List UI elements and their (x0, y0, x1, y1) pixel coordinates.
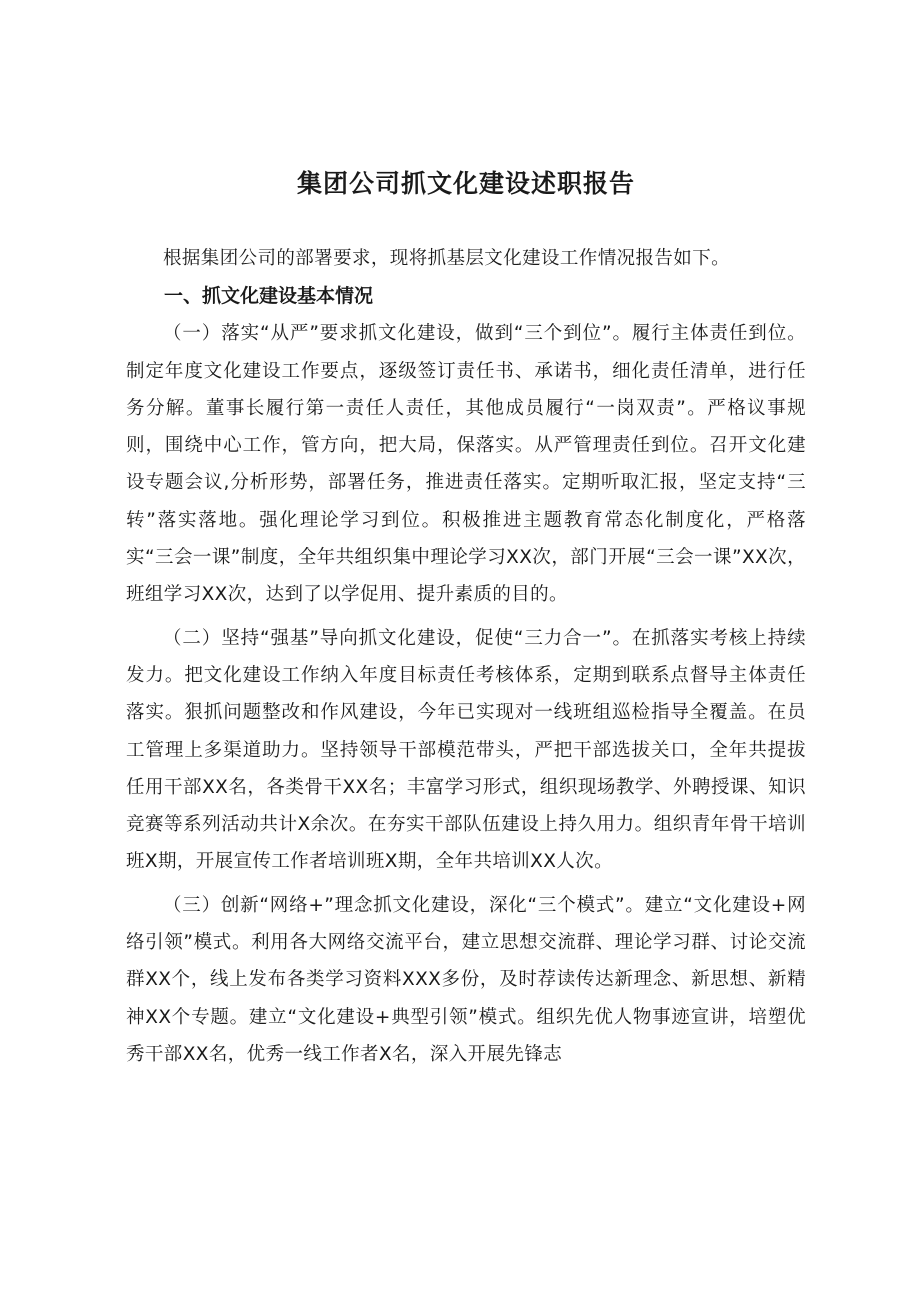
body-paragraph-3: （三）创新“网络+”理念抓文化建设，深化“三个模式”。建立“文化建设+网络引领”模式。利用各大网络交流平台，建立思想交流群、理论学习群、讨论交流群XX个，线上发布各类学习资料XXX多份，及时荐读传达新理念、新思想、新精神XX个专题。建立“文化建设+典型引领”模式。组织先优人物事迹宣讲，培塑优秀干部XX名，优秀一线工作者X名，深入开展先锋志 (126, 894, 806, 1065)
body-paragraph-1: （一）落实“从严”要求抓文化建设，做到“三个到位”。履行主体责任到位。制定年度文化建设工作要点，逐级签订责任书、承诺书，细化责任清单，进行任务分解。董事长履行第一责任人责任，其他成员履行“一岗双责”。严格议事规则，围绕中心工作，管方向，把大局，保落实。从严管理责任到位。召开文化建设专题会议,分析形势，部署任务，推进责任落实。定期听取汇报，坚定支持“三转”落实落地。强化理论学习到位。积极推进主题教育常态化制度化，严格落实“三会一课”制度，全年共组织集中理论学习XX次，部门开展“三会一课”XX次，班组学习XX次，达到了以学促用、提升素质的目的。 (126, 323, 806, 606)
section-heading: 一、抓文化建设基本情况 (164, 285, 374, 308)
document-title: 集团公司抓文化建设述职报告 (296, 169, 635, 198)
document-page (126, 164, 806, 1073)
body-paragraph-2: （二）坚持“强基”导向抓文化建设，促使“三力合一”。在抓落实考核上持续发力。把文化建设工作纳入年度目标责任考核体系，定期到联系点督导主体责任落实。狠抓问题整改和作风建设，今年已实现对一线班组巡检指导全覆盖。在员工管理上多渠道助力。坚持领导干部模范带头，严把干部选拔关口，全年共提拔任用干部XX名，各类骨干XX名；丰富学习形式，组织现场教学、外聘授课、知识竞赛等系列活动共计X余次。在夯实干部队伍建设上持久用力。组织青年骨干培训班X期，开展宣传工作者培训班X期，全年共培训XX人次。 (126, 627, 806, 873)
intro-paragraph: 根据集团公司的部署要求，现将抓基层文化建设工作情况报告如下。 (163, 248, 731, 269)
